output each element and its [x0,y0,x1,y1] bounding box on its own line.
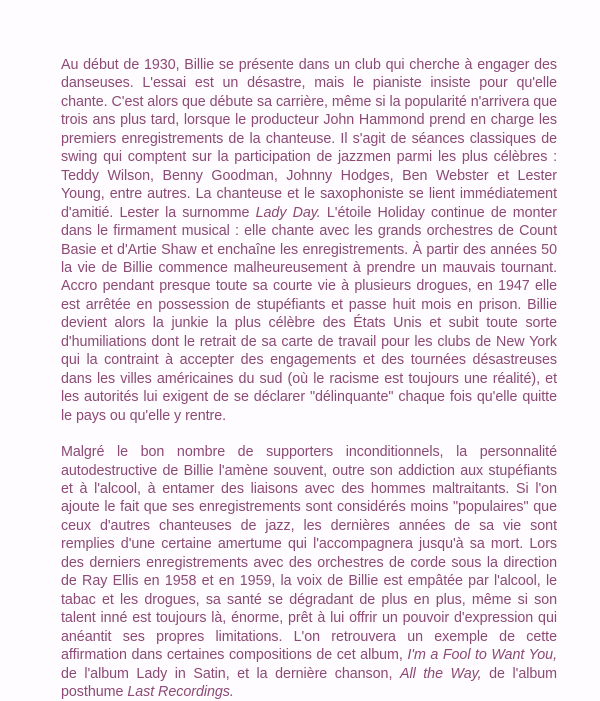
album-title-italic: Last Recordings. [127,683,234,700]
text-segment: de l'album Lady in Satin, et la dernière chanson, [61,665,400,682]
text-segment: de l'album posthume [61,665,558,700]
text-segment: Au début de 1930, Billie se présente dans un club qui cherche à engager des danseuses. L'essai est un désastre, mais le pianiste insiste pour qu'elle chante. C'est alors que débute sa carrière, même si la popularité n'arrivera que trois ans plus tard, lorsque le producteur John Hammond prend en charge les premiers enregistrements de la chanteuse. Il s'agit de séances classiques de swing qui comptent sur la participation de jazzmen parmi les plus célèbres : Teddy Wilson, Benny Goodman, Johnny Hodges, Ben Webster et Lester Young, entre autres. La chanteuse et le saxophoniste se lient immédiatement d'amitié. Lester la surnomme [61,57,557,221]
body-text [61,56,557,701]
nickname-italic: Lady Day. [255,204,321,221]
text-segment: L'étoile Holiday continue de monter dans le firmament musical : elle chante avec les grands orchestres de Count Basie et d'Artie Shaw et enchaîne les enregistrements. À partir des années 50 la vie de Billie commence malheureusement à prendre un mauvais tournant. Accro pendant presque toute sa courte vie à plusieurs drogues, en 1947 elle est arrêtée en possession de stupéfiants et passe huit mois en prison. Billie devient alors la junkie la plus célèbre des États Unis et subit toute sorte d'humiliations dont le retrait de sa carte de travail pour les clubs de New York qui la contraint à accepter des engagements et des tournées désastreuses dans les villes américaines du sud (où le racisme est toujours une réalité), et les autorités lui exigent de se déclarer "délinquante" chaque fois qu'elle quitte le pays ou qu'elle y rentre. [61,204,557,424]
song-title-italic: I'm a Fool to Want You, [407,647,557,664]
song-title-italic: All the Way, [399,665,482,682]
paragraph-2 [61,443,557,701]
text-segment: Malgré le bon nombre de supporters inconditionnels, la personnalité autodestructive de Billie l'amène souvent, outre son addiction aux stupéfiants et à l'alcool, à entamer des liaisons avec des hommes maltraitants. Si l'on ajoute le fait que ses enregistrements sont considérés moins "populaires" que ceux d'autres chanteuses de jazz, les dernières années de sa vie sont remplies d'une certaine amertume qui l'accompagnera jusqu'à sa mort. Lors des derniers enregistrements avec des orchestres de corde sous la direction de Ray Ellis en 1958 et en 1959, la voix de Billie est empâtée par l'alcool, le tabac et les drogues, sa santé se dégradant de plus en plus, même si son talent inné est toujours là, énorme, prêt à lui offrir un pouvoir d'expression qui anéantit ses propres limitations. L'on retrouvera un exemple de cette affirmation dans certaines compositions de cet album, [61,444,557,664]
paragraph-1 [61,56,557,425]
